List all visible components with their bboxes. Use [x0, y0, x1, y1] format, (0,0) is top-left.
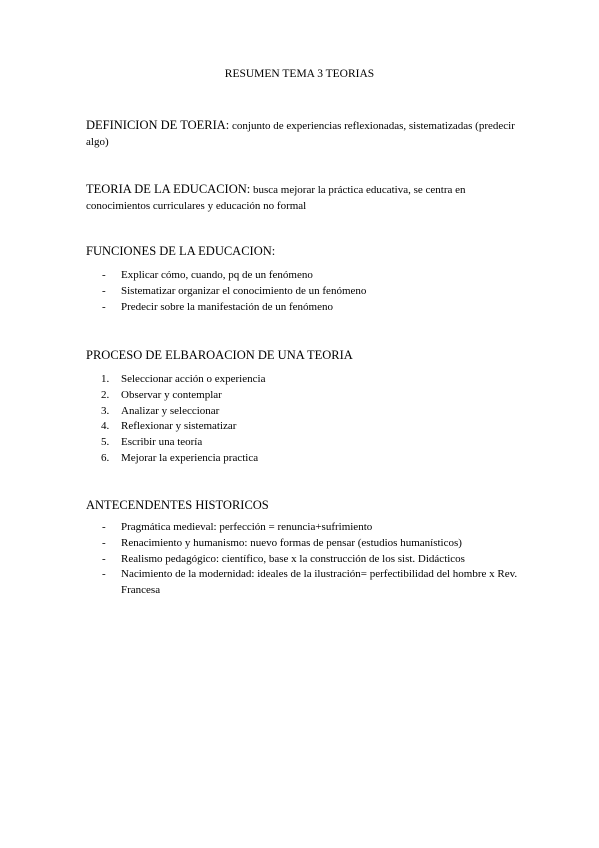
list-item-text: Explicar cómo, cuando, pq de un fenómeno — [121, 269, 313, 281]
list-item — [86, 419, 526, 435]
list-item-text: Escribir una teoría — [121, 436, 203, 449]
list-item-text: Observar y contemplar — [121, 388, 222, 401]
list-marker: 1. — [101, 373, 110, 385]
definition-paragraph — [86, 117, 526, 150]
document-title: RESUMEN TEMA 3 TEORIAS — [224, 68, 375, 80]
functions-heading: FUNCIONES DE LA EDUCACION: — [86, 244, 276, 258]
list-item — [86, 536, 526, 552]
list-marker: 6. — [101, 451, 110, 464]
functions-list — [86, 268, 526, 315]
list-item-text: Predecir sobre la manifestación de un fenómeno — [121, 300, 333, 313]
education-theory-text: busca mejorar la práctica educativa, se centra en conocimientos curriculares y educación no formal — [86, 184, 466, 212]
list-marker: 4. — [101, 420, 110, 433]
list-item — [86, 284, 526, 300]
list-marker: 2. — [101, 388, 110, 401]
list-item-text: Reflexionar y sistematizar — [121, 420, 237, 433]
list-item — [86, 300, 526, 316]
list-marker: 3. — [101, 404, 110, 417]
list-item-text: Pragmática medieval: perfección = renuncia+sufrimiento — [121, 521, 373, 533]
list-item — [86, 451, 526, 467]
definition-text: conjunto de experiencias reflexionadas, sistematizadas (predecir algo) — [86, 120, 515, 148]
list-item — [86, 567, 526, 599]
list-marker: - — [102, 536, 106, 549]
list-marker: - — [102, 568, 106, 581]
history-list — [86, 520, 526, 599]
list-item — [86, 404, 526, 420]
list-item-text: Analizar y seleccionar — [121, 404, 220, 417]
list-item — [86, 388, 526, 404]
education-theory-paragraph — [86, 181, 526, 214]
list-item — [86, 435, 526, 451]
list-item-text: Mejorar la experiencia practica — [121, 451, 259, 464]
definition-heading: DEFINICION DE TOERIA: — [86, 118, 230, 132]
list-item-text: Nacimiento de la modernidad: ideales de la ilustración= perfectibilidad del hombre x Rev. Francesa — [121, 568, 518, 597]
list-item-text: Renacimiento y humanismo: nuevo formas de pensar (estudios humanísticos) — [121, 536, 462, 549]
list-item-text: Realismo pedagógico: científico, base x la construcción de los sist. Didácticos — [121, 552, 465, 565]
list-marker: 5. — [101, 436, 110, 449]
list-marker: - — [102, 284, 106, 297]
list-marker: - — [102, 300, 106, 313]
list-item — [86, 268, 526, 284]
list-item — [86, 520, 526, 536]
list-item — [86, 372, 526, 388]
list-marker: - — [102, 552, 106, 565]
process-heading: PROCESO DE ELBAROACION DE UNA TEORIA — [86, 348, 353, 362]
list-item — [86, 552, 526, 568]
list-marker: - — [102, 521, 106, 533]
education-theory-heading: TEORIA DE LA EDUCACION: — [86, 182, 251, 196]
list-marker: - — [102, 269, 106, 281]
list-item-text: Sistematizar organizar el conocimiento de un fenómeno — [121, 284, 367, 297]
list-item-text: Seleccionar acción o experiencia — [121, 373, 266, 385]
process-list — [86, 372, 526, 467]
history-heading: ANTECENDENTES HISTORICOS — [86, 498, 269, 512]
